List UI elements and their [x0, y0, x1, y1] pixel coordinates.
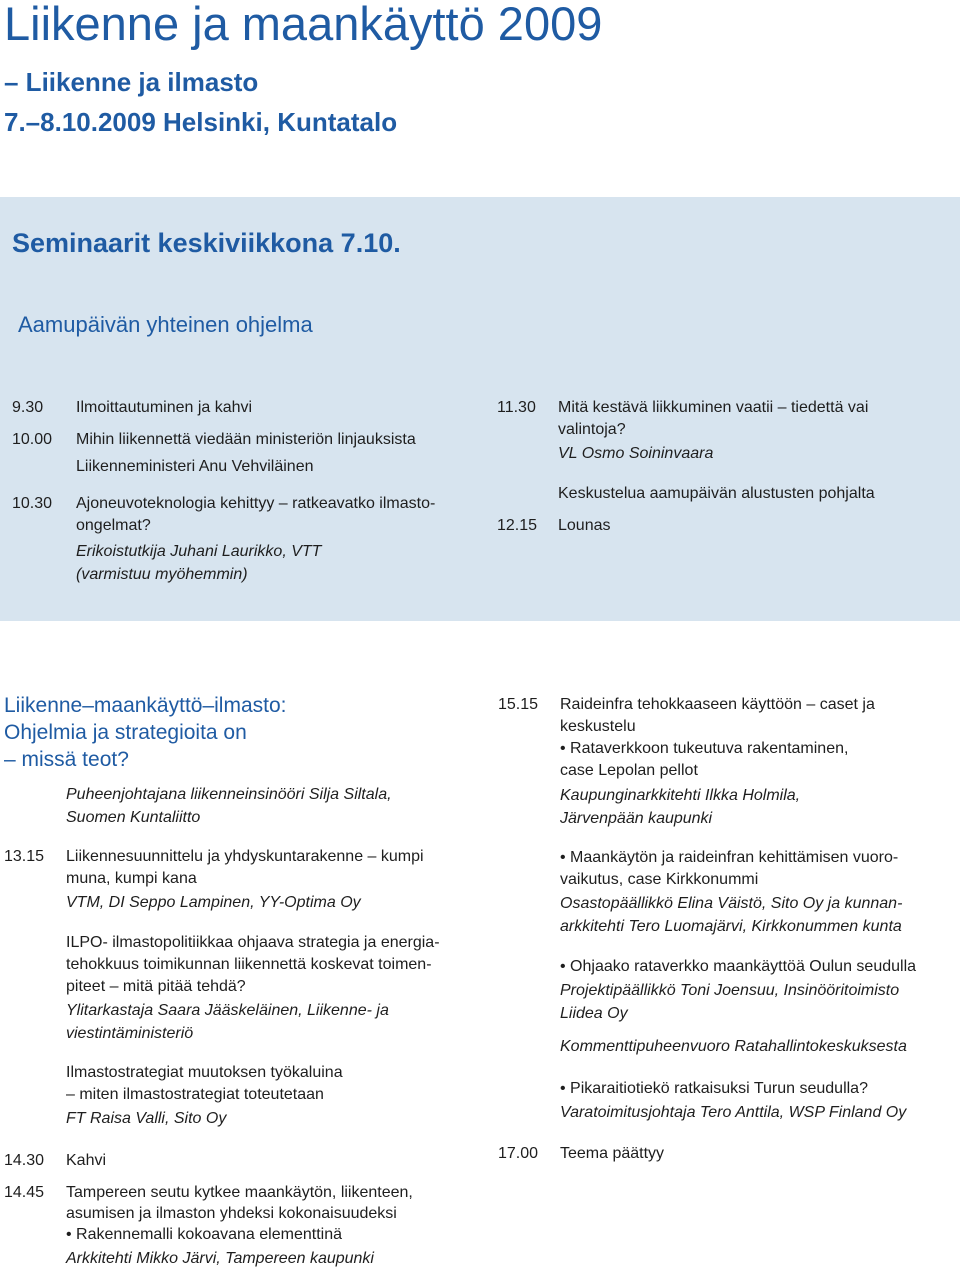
item-speaker: Varatoimitusjohtaja Tero Anttila, WSP Finland Oy	[560, 1104, 907, 1121]
item-speaker: viestintäministeriö	[66, 1025, 194, 1042]
item-text: Liikennesuunnittelu ja yhdyskuntarakenne – kumpi	[66, 848, 424, 865]
item-text: Teema päättyy	[560, 1145, 665, 1162]
program-item	[12, 429, 472, 479]
page-subtitle: – Liikenne ja ilmasto	[4, 67, 259, 97]
item-text: ongelmat?	[76, 517, 151, 534]
item-text: Keskustelua aamupäivän alustusten pohjalta	[558, 485, 875, 502]
item-text: Ilmastostrategiat muutoksen työkaluina	[66, 1064, 343, 1081]
item-time: 10.00	[12, 431, 53, 448]
item-speaker: Ylitarkastaja Saara Jääskeläinen, Liikenne- ja	[66, 1002, 389, 1019]
item-text: piteet – mitä pitää tehdä?	[66, 978, 246, 995]
item-text: Tampereen seutu kytkee maankäytön, liikenteen,	[66, 1184, 413, 1201]
item-bullet: • Rataverkkoon tukeutuva rakentaminen,	[560, 740, 849, 757]
item-bullet: • Rakennemalli kokoavana elementtinä	[66, 1226, 342, 1243]
item-text: Mihin liikennettä viedään ministeriön linjauksista	[76, 431, 416, 448]
item-speaker: VL Osmo Soininvaara	[558, 445, 714, 462]
item-speaker: Järvenpään kaupunki	[560, 810, 713, 827]
seminar-chair	[66, 784, 486, 834]
item-time: 12.15	[497, 517, 538, 534]
item-text: – miten ilmastostrategiat toteutetaan	[66, 1086, 324, 1103]
item-comment: Kommenttipuheenvuoro Ratahallintokeskuksesta	[560, 1038, 907, 1055]
item-text: ILPO- ilmastopolitiikkaa ohjaava strategia ja energia-	[66, 934, 440, 951]
item-text: vaikutus, case Kirkkonummi	[560, 871, 759, 888]
item-time: 15.15	[498, 696, 539, 713]
item-speaker: Projektipäällikkö Toni Joensuu, Insinööritoimisto	[560, 982, 900, 999]
seminar-heading-line: Liikenne–maankäyttö–ilmasto:	[4, 694, 287, 717]
event-date-place: 7.–8.10.2009 Helsinki, Kuntatalo	[4, 107, 398, 137]
seminar-heading	[4, 692, 287, 773]
item-time: 14.45	[4, 1184, 45, 1201]
item-bullet: • Maankäytön ja raideinfran kehittämisen vuoro-	[560, 849, 899, 866]
chair-line: Suomen Kuntaliitto	[66, 809, 201, 826]
item-text: keskustelu	[560, 718, 636, 735]
item-text: valintoja?	[558, 421, 626, 438]
seminar-heading-line: – missä teot?	[4, 748, 129, 771]
item-time: 11.30	[497, 399, 536, 416]
item-time: 9.30	[12, 399, 44, 416]
program-item	[498, 694, 948, 1134]
item-text: case Lepolan pellot	[560, 762, 698, 779]
page-title: Liikenne ja maankäyttö 2009	[4, 0, 603, 50]
item-text: Kahvi	[66, 1152, 107, 1169]
item-text: asumisen ja ilmaston yhdeksi kokonaisuudeksi	[66, 1205, 397, 1222]
item-speaker: Kaupunginarkkitehti Ilkka Holmila,	[560, 787, 801, 804]
item-text: muna, kumpi kana	[66, 870, 197, 887]
program-item	[4, 846, 474, 1136]
program-item	[12, 493, 472, 588]
item-speaker: Arkkitehti Mikko Järvi, Tampereen kaupunki	[66, 1250, 374, 1267]
item-time: 17.00	[498, 1145, 539, 1162]
item-speaker: Liikenneministeri Anu Vehviläinen	[76, 458, 314, 475]
item-time: 13.15	[4, 848, 45, 865]
item-time: 10.30	[12, 495, 53, 512]
program-item	[497, 397, 937, 502]
item-text: Lounas	[558, 517, 611, 534]
item-bullet: • Ohjaako rataverkko maankäyttöä Oulun seudulla	[560, 958, 917, 975]
item-note: (varmistuu myöhemmin)	[76, 566, 248, 583]
morning-program-heading: Aamupäivän yhteinen ohjelma	[18, 312, 313, 337]
item-speaker: Osastopäällikkö Elina Väistö, Sito Oy ja kunnan-	[560, 895, 903, 912]
item-speaker: VTM, DI Seppo Lampinen, YY-Optima Oy	[66, 894, 361, 911]
item-bullet: • Pikaraitiotiekö ratkaisuksi Turun seudulla?	[560, 1080, 868, 1097]
item-text: Ilmoittautuminen ja kahvi	[76, 399, 253, 416]
item-text: Raideinfra tehokkaaseen käyttöön – caset ja	[560, 696, 875, 713]
item-speaker: arkkitehti Tero Luomajärvi, Kirkkonummen kunta	[560, 918, 902, 935]
item-text: tehokkuus toimikunnan liikennettä koskevat toimen-	[66, 956, 432, 973]
seminar-heading-line: Ohjelmia ja strategioita on	[4, 721, 247, 744]
item-speaker: Erikoistutkija Juhani Laurikko, VTT	[76, 543, 322, 560]
seminar-day-heading: Seminaarit keskiviikkona 7.10.	[12, 228, 401, 258]
chair-line: Puheenjohtajana liikenneinsinööri Silja Siltala,	[66, 786, 392, 803]
item-time: 14.30	[4, 1152, 45, 1169]
item-speaker: Liidea Oy	[560, 1005, 628, 1022]
program-item	[4, 1182, 474, 1270]
item-text: Ajoneuvoteknologia kehittyy – ratkeavatko ilmasto-	[76, 495, 436, 512]
item-speaker: FT Raisa Valli, Sito Oy	[66, 1110, 227, 1127]
item-text: Mitä kestävä liikkuminen vaatii – tiedettä vai	[558, 399, 869, 416]
